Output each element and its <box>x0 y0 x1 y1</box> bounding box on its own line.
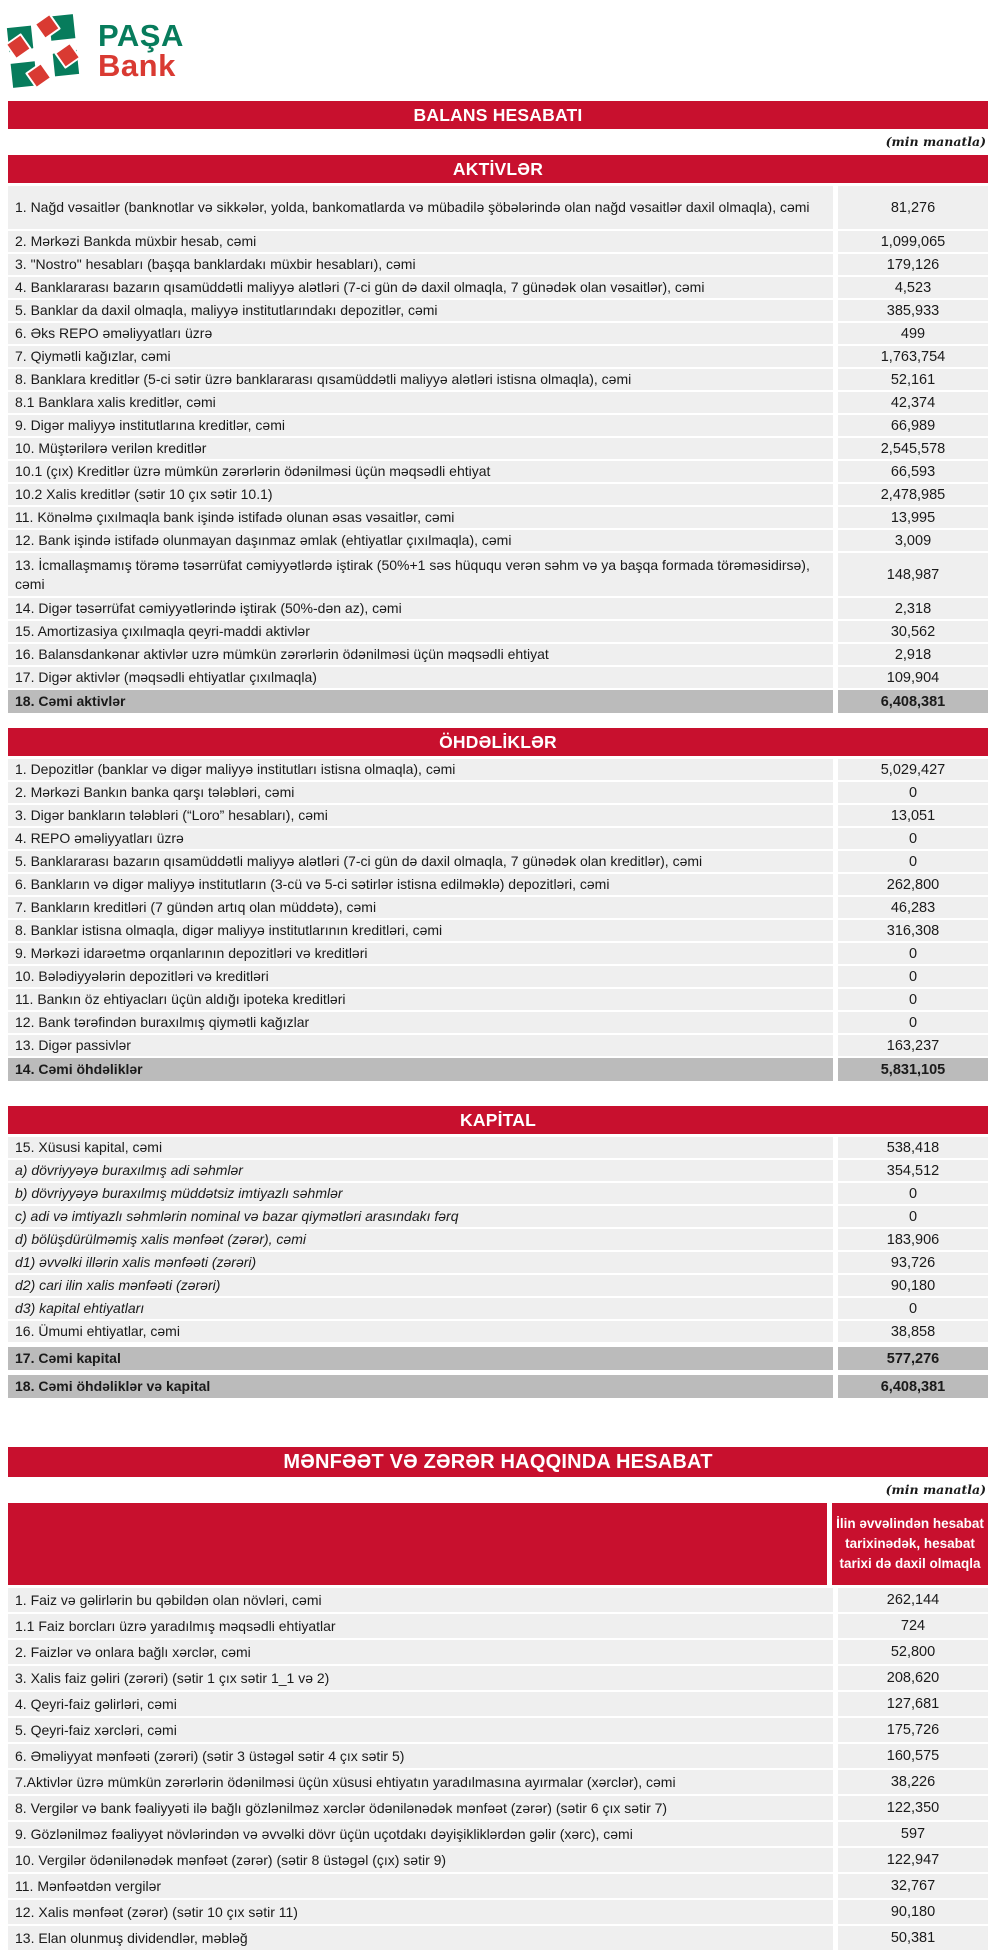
row-label: 1. Faiz və gəlirlərin bu qəbildən olan növləri, cəmi <box>8 1588 833 1612</box>
row-value: 5,029,427 <box>838 759 988 780</box>
row-value: 42,374 <box>838 392 988 413</box>
table-row <box>8 1588 988 1612</box>
table-row <box>8 598 988 619</box>
row-value: 0 <box>838 966 988 987</box>
row-value: 316,308 <box>838 920 988 941</box>
row-value: 2,478,985 <box>838 484 988 505</box>
table-row <box>8 874 988 895</box>
row-value: 597 <box>838 1822 988 1846</box>
row-label: 5. Banklararası bazarın qısamüddətli maliyyə alətləri (7-ci gün də daxil olmaqla, 7 günədək olan kreditlər), cəmi <box>8 851 833 872</box>
capital-table <box>8 1137 988 1398</box>
table-row <box>8 415 988 436</box>
row-label: d1) əvvəlki illərin xalis mənfəəti (zərəri) <box>8 1252 833 1273</box>
row-value: 0 <box>838 782 988 803</box>
table-row <box>8 1206 988 1227</box>
table-row <box>8 851 988 872</box>
row-label: 5. Banklar da daxil olmaqla, maliyyə institutlarındakı depozitlər, cəmi <box>8 300 833 321</box>
row-value: 13,051 <box>838 805 988 826</box>
table-row <box>8 323 988 344</box>
table-row <box>8 1012 988 1033</box>
row-label: 11. Bankın öz ehtiyacları üçün aldığı ipoteka kreditləri <box>8 989 833 1010</box>
income-statement-title: MƏNFƏƏT VƏ ZƏRƏR HAQQINDA HESABAT <box>8 1447 988 1477</box>
row-value: 30,562 <box>838 621 988 642</box>
row-label: 1.1 Faiz borcları üzrə yaradılmış məqsədli ehtiyatlar <box>8 1614 833 1638</box>
row-value: 0 <box>838 1183 988 1204</box>
row-label: 9. Gözlənilməz fəaliyyət növlərindən və əvvəlki dövr üçün uçotdakı dəyişikliklərdən gəlir (xərc), cəmi <box>8 1822 833 1846</box>
row-value: 262,800 <box>838 874 988 895</box>
period-column-header: İlin əvvəlindən hesabat tarixinədək, hesabat tarixi də daxil olmaqla <box>832 1503 988 1585</box>
row-value: 163,237 <box>838 1035 988 1056</box>
row-value: 148,987 <box>838 553 988 596</box>
row-label: 2. Mərkəzi Bankın banka qarşı tələbləri, cəmi <box>8 782 833 803</box>
row-label: 16. Balansdankənar aktivlər uzrə mümkün zərərlərin ödənilməsi üçün məqsədli ehtiyat <box>8 644 833 665</box>
table-row <box>8 1321 988 1342</box>
row-label: 11. Mənfəətdən vergilər <box>8 1874 833 1898</box>
total-row <box>8 690 988 713</box>
row-value: 38,226 <box>838 1770 988 1794</box>
row-label: 14. Digər təsərrüfat cəmiyyətlərində iştirak (50%-dən az), cəmi <box>8 598 833 619</box>
row-label: 10. Vergilər ödənilənədək mənfəət (zərər) (sətir 8 üstəgəl (çıx) sətir 9) <box>8 1848 833 1872</box>
table-row <box>8 920 988 941</box>
row-value: 122,947 <box>838 1848 988 1872</box>
section-spacer <box>8 1083 988 1106</box>
row-label: 6. Bankların və digər maliyyə institutların (3-cü və 5-ci sətirlər istisna edilməklə) depozitləri, cəmi <box>8 874 833 895</box>
row-label: 1. Nağd vəsaitlər (banknotlar və sikkələr, yolda, bankomatlarda və mübadilə şöbələrində olan nağd vəsaitlər daxil olmaqla), cəmi <box>8 186 833 229</box>
income-statement-column-header-row <box>8 1503 988 1585</box>
table-row <box>8 369 988 390</box>
row-value: 179,126 <box>838 254 988 275</box>
row-label: 8. Banklara kreditlər (5-ci sətir üzrə banklararası qısamüddətli maliyyə alətləri istisna olmaqla), cəmi <box>8 369 833 390</box>
row-label: 3. "Nostro" hesabları (başqa banklardakı müxbir hesabları), cəmi <box>8 254 833 275</box>
bank-name-bottom: Bank <box>98 48 176 83</box>
unit-note: (min manatla) <box>885 134 986 149</box>
table-row <box>8 943 988 964</box>
row-label: b) dövriyyəyə buraxılmış müddətsiz imtiyazlı səhmlər <box>8 1183 833 1204</box>
column-header-filler <box>8 1503 827 1585</box>
section-spacer <box>8 1400 988 1447</box>
row-label: 12. Bank tərəfindən buraxılmış qiymətli kağızlar <box>8 1012 833 1033</box>
bank-logo <box>0 0 1000 93</box>
row-value: 538,418 <box>838 1137 988 1158</box>
table-row <box>8 392 988 413</box>
row-label: 9. Digər maliyyə institutlarına kreditlər, cəmi <box>8 415 833 436</box>
assets-table <box>8 186 988 713</box>
table-row <box>8 1874 988 1898</box>
table-row <box>8 1666 988 1690</box>
row-label: 10.1 (çıx) Kreditlər üzrə mümkün zərərlərin ödənilməsi üçün məqsədli ehtiyat <box>8 461 833 482</box>
row-value: 90,180 <box>838 1275 988 1296</box>
table-row <box>8 1900 988 1924</box>
row-label: 7.Aktivlər üzrə mümkün zərərlərin ödənilməsi üçün xüsusi ehtiyatın yaradılmasına ayırmalar (xərclər), cəmi <box>8 1770 833 1794</box>
row-label: 13. Elan olunmuş dividendlər, məbləğ <box>8 1926 833 1950</box>
row-label: 10.2 Xalis kreditlər (sətir 10 çıx sətir 10.1) <box>8 484 833 505</box>
table-row <box>8 1640 988 1664</box>
row-label: 10. Bələdiyyələrin depozitləri və kreditləri <box>8 966 833 987</box>
row-label: 17. Digər aktivlər (məqsədli ehtiyatlar çıxılmaqla) <box>8 667 833 688</box>
row-value: 183,906 <box>838 1229 988 1250</box>
row-label: 13. İcmallaşmamış törəmə təsərrüfat cəmiyyətlərdə iştirak (50%+1 səs hüququ verən səhm və ya başqa formada törəməsidirsə), cəmi <box>8 553 833 596</box>
table-row <box>8 1926 988 1950</box>
row-label: 4. REPO əməliyyatları üzrə <box>8 828 833 849</box>
row-value: 1,099,065 <box>838 231 988 252</box>
row-label: 18. Cəmi aktivlər <box>8 690 833 713</box>
row-label: 11. Könəlmə çıxılmaqla bank işində istifadə olunan əsas vəsaitlər, cəmi <box>8 507 833 528</box>
section-header-capital: KAPİTAL <box>8 1106 988 1134</box>
table-row <box>8 1229 988 1250</box>
table-row <box>8 1160 988 1181</box>
table-row <box>8 300 988 321</box>
row-label: 15. Amortizasiya çıxılmaqla qeyri-maddi aktivlər <box>8 621 833 642</box>
row-value: 208,620 <box>838 1666 988 1690</box>
table-row <box>8 644 988 665</box>
table-row <box>8 897 988 918</box>
row-value: 32,767 <box>838 1874 988 1898</box>
income-statement-table <box>8 1588 988 1950</box>
table-row <box>8 1770 988 1794</box>
row-value: 175,726 <box>838 1718 988 1742</box>
unit-note-pl: (min manatla) <box>885 1482 986 1497</box>
table-row <box>8 621 988 642</box>
row-label: 4. Banklararası bazarın qısamüddətli maliyyə alətləri (7-ci gün də daxil olmaqla, 7 günədək olan vəsaitlər), cəmi <box>8 277 833 298</box>
row-label: 7. Qiymətli kağızlar, cəmi <box>8 346 833 367</box>
row-label: 7. Bankların kreditləri (7 gündən artıq olan müddətə), cəmi <box>8 897 833 918</box>
table-row <box>8 254 988 275</box>
table-row <box>8 1848 988 1872</box>
row-label: d2) cari ilin xalis mənfəəti (zərəri) <box>8 1275 833 1296</box>
table-row <box>8 438 988 459</box>
table-row <box>8 759 988 780</box>
row-value: 6,408,381 <box>838 1375 988 1398</box>
table-row <box>8 828 988 849</box>
table-row <box>8 966 988 987</box>
row-value: 93,726 <box>838 1252 988 1273</box>
row-value: 5,831,105 <box>838 1058 988 1081</box>
row-label: 15. Xüsusi kapital, cəmi <box>8 1137 833 1158</box>
row-label: 12. Bank işində istifadə olunmayan daşınmaz əmlak (ehtiyatlar çıxılmaqla), cəmi <box>8 530 833 551</box>
table-row <box>8 667 988 688</box>
table-row <box>8 1035 988 1056</box>
section-header-liabilities: ÖHDƏLİKLƏR <box>8 728 988 756</box>
row-value: 0 <box>838 851 988 872</box>
table-row <box>8 186 988 229</box>
row-label: 12. Xalis mənfəət (zərər) (sətir 10 çıx sətir 11) <box>8 1900 833 1924</box>
row-label: 8. Vergilər və bank fəaliyyəti ilə bağlı gözlənilməz xərclər ödənilənədək mənfəət (zərər) (sətir 6 çıx sətir 7) <box>8 1796 833 1820</box>
row-label: 8.1 Banklara xalis kreditlər, cəmi <box>8 392 833 413</box>
table-row <box>8 805 988 826</box>
row-value: 46,283 <box>838 897 988 918</box>
table-row <box>8 989 988 1010</box>
row-value: 2,918 <box>838 644 988 665</box>
table-row <box>8 1614 988 1638</box>
row-value: 52,161 <box>838 369 988 390</box>
row-label: 8. Banklar istisna olmaqla, digər maliyyə institutlarının kreditləri, cəmi <box>8 920 833 941</box>
row-label: 2. Faizlər və onlara bağlı xərclər, cəmi <box>8 1640 833 1664</box>
row-label: 13. Digər passivlər <box>8 1035 833 1056</box>
row-value: 109,904 <box>838 667 988 688</box>
row-value: 0 <box>838 1206 988 1227</box>
row-value: 0 <box>838 1298 988 1319</box>
total-row <box>8 1375 988 1398</box>
table-row <box>8 1692 988 1716</box>
row-value: 13,995 <box>838 507 988 528</box>
row-label: a) dövriyyəyə buraxılmış adi səhmlər <box>8 1160 833 1181</box>
row-value: 724 <box>838 1614 988 1638</box>
row-value: 66,593 <box>838 461 988 482</box>
row-value: 499 <box>838 323 988 344</box>
row-label: 3. Xalis faiz gəliri (zərəri) (sətir 1 çıx sətir 1_1 və 2) <box>8 1666 833 1690</box>
row-value: 577,276 <box>838 1347 988 1370</box>
total-row <box>8 1347 988 1370</box>
bank-name-top: PAŞA <box>98 17 184 53</box>
row-value: 3,009 <box>838 530 988 551</box>
row-label: c) adi və imtiyazlı səhmlərin nominal və bazar qiymətləri arasındakı fərq <box>8 1206 833 1227</box>
row-value: 2,545,578 <box>838 438 988 459</box>
row-label: 9. Mərkəzi idarəetmə orqanlarının depozitləri və kreditləri <box>8 943 833 964</box>
row-value: 6,408,381 <box>838 690 988 713</box>
row-value: 52,800 <box>838 1640 988 1664</box>
row-label: 5. Qeyri-faiz xərcləri, cəmi <box>8 1718 833 1742</box>
row-value: 4,523 <box>838 277 988 298</box>
row-label: d) bölüşdürülməmiş xalis mənfəət (zərər), cəmi <box>8 1229 833 1250</box>
row-value: 385,933 <box>838 300 988 321</box>
liabilities-table <box>8 759 988 1081</box>
row-label: d3) kapital ehtiyatları <box>8 1298 833 1319</box>
row-label: 17. Cəmi kapital <box>8 1347 833 1370</box>
row-label: 3. Digər bankların tələbləri (“Loro” hesabları), cəmi <box>8 805 833 826</box>
row-label: 16. Ümumi ehtiyatlar, cəmi <box>8 1321 833 1342</box>
row-label: 6. Əməliyyat mənfəəti (zərəri) (sətir 3 üstəgəl sətir 4 çıx sətir 5) <box>8 1744 833 1768</box>
table-row <box>8 1137 988 1158</box>
table-row <box>8 553 988 596</box>
row-value: 122,350 <box>838 1796 988 1820</box>
row-value: 0 <box>838 1012 988 1033</box>
row-value: 262,144 <box>838 1588 988 1612</box>
table-row <box>8 1796 988 1820</box>
pasha-bank-emblem-icon <box>4 12 82 90</box>
table-row <box>8 346 988 367</box>
row-value: 0 <box>838 989 988 1010</box>
table-row <box>8 484 988 505</box>
table-row <box>8 507 988 528</box>
row-label: 4. Qeyri-faiz gəlirləri, cəmi <box>8 1692 833 1716</box>
table-row <box>8 231 988 252</box>
section-spacer <box>8 715 988 728</box>
row-value: 38,858 <box>838 1321 988 1342</box>
row-label: 14. Cəmi öhdəliklər <box>8 1058 833 1081</box>
table-row <box>8 1822 988 1846</box>
row-value: 81,276 <box>838 186 988 229</box>
table-row <box>8 1183 988 1204</box>
total-row <box>8 1058 988 1081</box>
table-row <box>8 277 988 298</box>
table-row <box>8 1744 988 1768</box>
table-row <box>8 461 988 482</box>
row-value: 50,381 <box>838 1926 988 1950</box>
row-label: 10. Müştərilərə verilən kreditlər <box>8 438 833 459</box>
bank-wordmark <box>98 17 184 83</box>
table-row <box>8 782 988 803</box>
row-label: 18. Cəmi öhdəliklər və kapital <box>8 1375 833 1398</box>
table-row <box>8 530 988 551</box>
table-row <box>8 1298 988 1319</box>
row-label: 2. Mərkəzi Bankda müxbir hesab, cəmi <box>8 231 833 252</box>
table-row <box>8 1275 988 1296</box>
row-label: 1. Depozitlər (banklar və digər maliyyə institutları istisna olmaqla), cəmi <box>8 759 833 780</box>
row-value: 354,512 <box>838 1160 988 1181</box>
row-value: 2,318 <box>838 598 988 619</box>
table-row <box>8 1718 988 1742</box>
row-value: 0 <box>838 943 988 964</box>
row-value: 1,763,754 <box>838 346 988 367</box>
section-header-assets: AKTİVLƏR <box>8 155 988 183</box>
row-value: 127,681 <box>838 1692 988 1716</box>
row-value: 160,575 <box>838 1744 988 1768</box>
row-value: 90,180 <box>838 1900 988 1924</box>
row-value: 66,989 <box>838 415 988 436</box>
row-value: 0 <box>838 828 988 849</box>
row-label: 6. Əks REPO əməliyyatları üzrə <box>8 323 833 344</box>
balance-sheet-title: BALANS HESABATI <box>8 101 988 129</box>
table-row <box>8 1252 988 1273</box>
